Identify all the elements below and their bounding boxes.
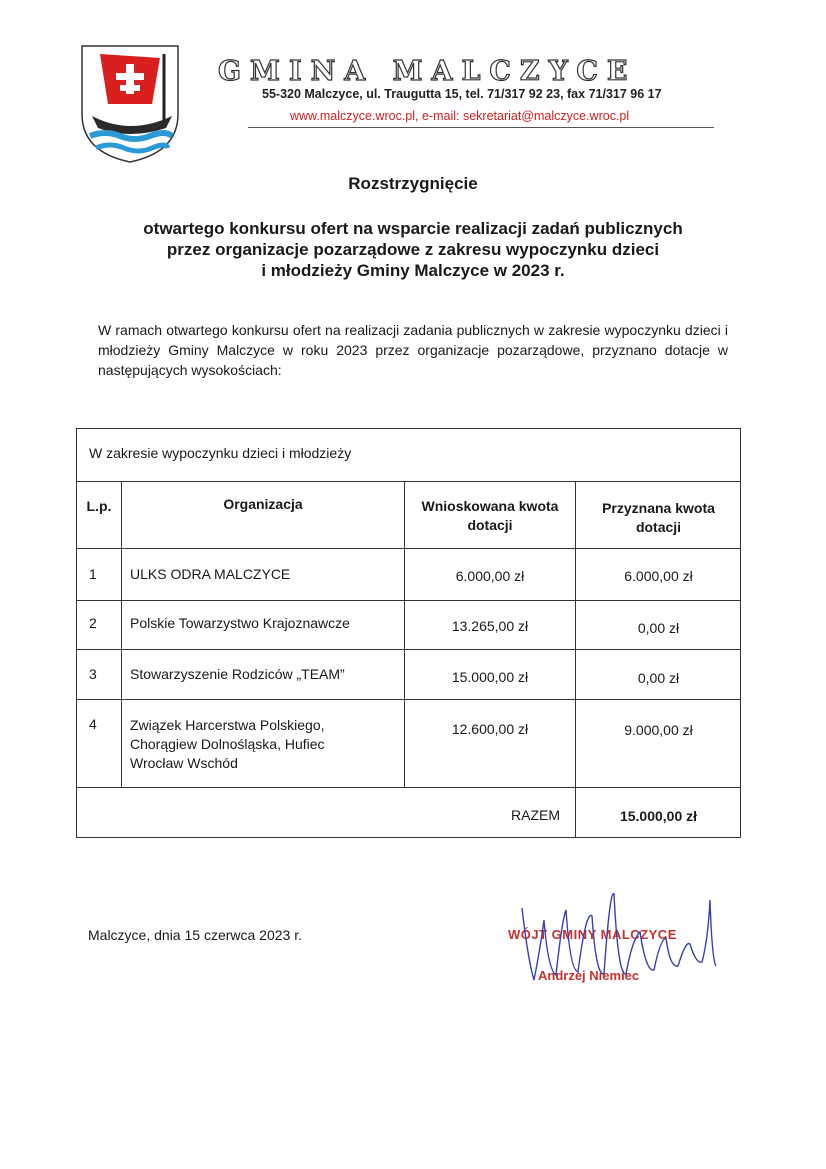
grants-table (76, 428, 741, 838)
subtitle-line: otwartego konkursu ofert na wsparcie realizacji zadań publicznych (143, 219, 683, 238)
row-organization-line: Wrocław Wschód (130, 755, 238, 771)
municipality-crest-icon (80, 44, 180, 164)
row-requested: 6.000,00 zł (455, 568, 525, 584)
stamp-title: WÓJT GMINY MALCZYCE (508, 927, 677, 942)
header-rule (248, 127, 714, 128)
table-divider (77, 649, 740, 650)
official-stamp-signature (500, 880, 730, 1000)
table-divider (121, 481, 122, 788)
table-divider (77, 481, 740, 482)
row-organization: ULKS ODRA MALCZYCE (130, 566, 291, 582)
header-requested (405, 497, 575, 535)
header-requested-line: Wnioskowana kwota (421, 498, 559, 514)
signature-icon (500, 880, 730, 1000)
row-organization-line: Chorągiew Dolnośląska, Hufiec (130, 736, 325, 752)
row-lp: 1 (89, 566, 97, 582)
row-granted: 0,00 zł (637, 620, 680, 636)
row-lp: 4 (89, 716, 97, 732)
row-organization: Polskie Towarzystwo Krajoznawcze (130, 615, 350, 631)
total-label: RAZEM (511, 807, 560, 823)
table-divider (77, 787, 740, 788)
website-email-line[interactable]: www.malczyce.wroc.pl, e-mail: sekretariat@malczyce.wroc.pl (290, 109, 630, 123)
header-granted-line: Przyznana kwota (602, 500, 715, 516)
table-divider (77, 600, 740, 601)
table-divider (77, 699, 740, 700)
row-organization-line: Związek Harcerstwa Polskiego, (130, 717, 325, 733)
place-date: Malczyce, dnia 15 czerwca 2023 r. (88, 927, 302, 943)
row-organization (130, 716, 325, 773)
row-requested: 12.600,00 zł (451, 721, 529, 737)
municipality-name: GMINA MALCZYCE (218, 56, 637, 87)
subtitle-line: przez organizacje pozarządowe z zakresu wypoczynku dzieci (166, 240, 660, 259)
row-granted: 9.000,00 zł (624, 722, 693, 738)
stamp-name: Andrzej Niemiec (538, 968, 640, 983)
table-caption: W zakresie wypoczynku dzieci i młodzieży (89, 445, 352, 461)
row-organization: Stowarzyszenie Rodziców „TEAM” (130, 666, 345, 682)
row-requested: 15.000,00 zł (451, 669, 529, 685)
intro-paragraph: W ramach otwartego konkursu ofert na realizacji zadania publicznych w zakresie wypoczynku dzieci i młodzieży Gminy Malczyce w roku 2023 przez organizacje pozarządowe, przyznano dotacje w następujących wysokościach: (98, 322, 728, 378)
row-lp: 2 (89, 615, 97, 631)
table-divider (77, 548, 740, 549)
document-subtitle (90, 218, 736, 281)
total-value: 15.000,00 zł (619, 808, 698, 824)
row-requested: 13.265,00 zł (451, 618, 529, 634)
header-granted (576, 499, 741, 537)
row-lp: 3 (89, 666, 97, 682)
header-requested-line: dotacji (467, 517, 513, 533)
row-granted: 6.000,00 zł (624, 568, 693, 584)
subtitle-line: i młodzieży Gminy Malczyce w 2023 r. (261, 261, 565, 280)
address-line: 55-320 Malczyce, ul. Traugutta 15, tel. 71/317 92 23, fax 71/317 96 17 (262, 87, 662, 101)
document-heading: Rozstrzygnięcie (348, 174, 478, 193)
row-granted: 0,00 zł (637, 670, 680, 686)
header-organization: Organizacja (223, 496, 303, 512)
header-lp: L.p. (86, 498, 112, 514)
header-granted-line: dotacji (635, 519, 682, 535)
